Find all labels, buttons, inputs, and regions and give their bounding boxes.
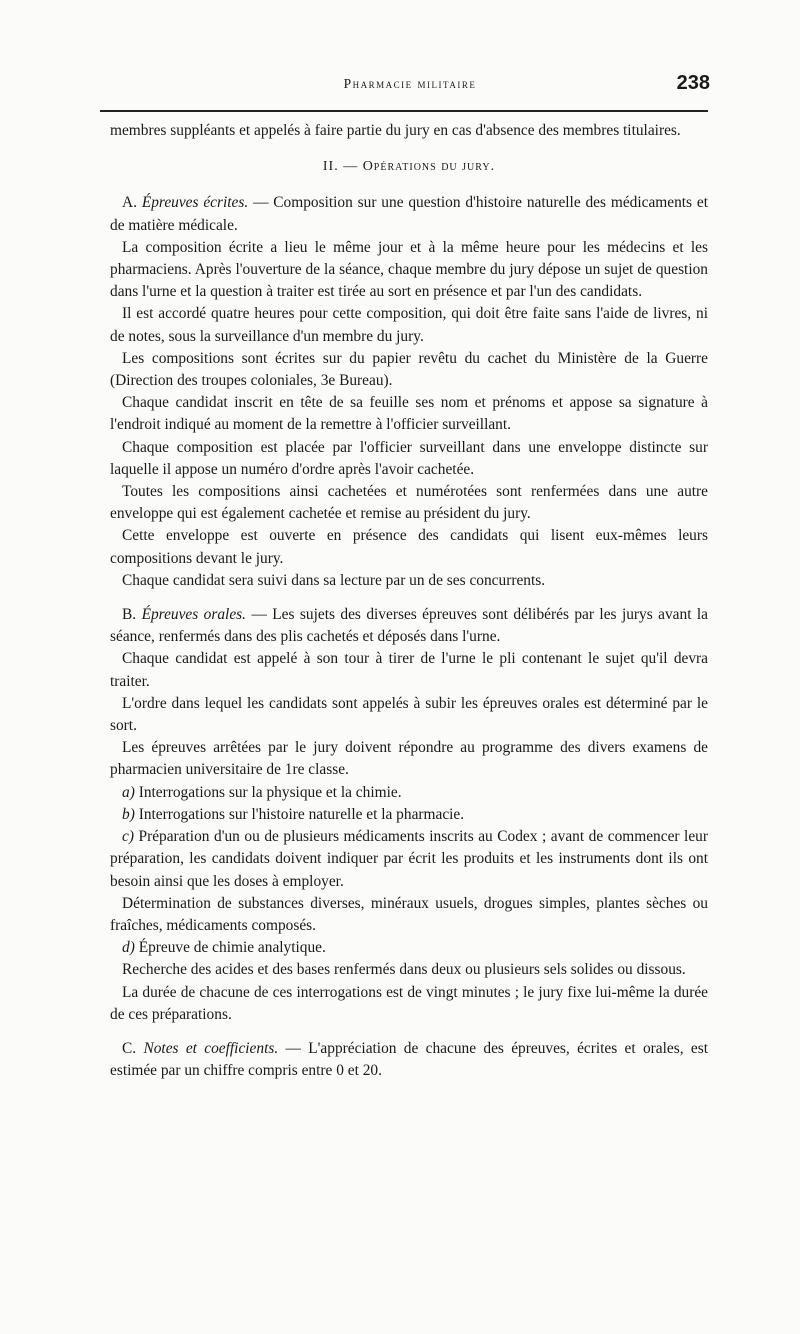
paragraph-a	[110, 192, 708, 236]
subsection-label: C.	[122, 1039, 137, 1057]
list-label: b)	[122, 805, 135, 823]
paragraph: Les épreuves arrêtées par le jury doivent répondre au programme des divers examens de pharmacien universitaire de 1re classe.	[110, 739, 708, 779]
paragraph-text: — Les sujets des diverses épreuves sont délibérés par les jurys avant la séance, renfermés dans des plis cachetés et déposés dans l'urne.	[110, 606, 709, 646]
section-heading: II. — Opérations du jury.	[322, 159, 496, 175]
list-item-text: Interrogations sur l'histoire naturelle et la pharmacie.	[138, 805, 465, 823]
list-item-text: Épreuve de chimie analytique.	[138, 939, 326, 957]
paragraph-text: — L'appréciation de chacune des épreuves, écrites et orales, est estimée par un chiffre compris entre 0 et 20.	[110, 1039, 708, 1080]
paragraph-c	[110, 1038, 708, 1082]
subsection-label: A.	[122, 194, 137, 212]
paragraph: Chaque candidat est appelé à son tour à tirer de l'urne le pli contenant le sujet qu'il devra traiter.	[110, 650, 708, 690]
list-item-text: Interrogations sur la physique et la chimie.	[138, 783, 402, 801]
paragraph: L'ordre dans lequel les candidats sont appelés à subir les épreuves orales est déterminé par le sort.	[110, 694, 708, 735]
paragraph-text: — Composition sur une question d'histoire naturelle des médicaments et de matière médicale.	[110, 194, 708, 234]
paragraph: Détermination de substances diverses, minéraux usuels, drogues simples, plantes sèches ou fraîches, médicaments composés.	[110, 894, 708, 934]
list-label: d)	[122, 939, 135, 957]
paragraph: Cette enveloppe est ouverte en présence des candidats qui lisent eux-mêmes leurs compositions devant le jury.	[110, 527, 708, 567]
body-text	[110, 120, 708, 1082]
page-number: 238	[676, 72, 710, 94]
page-header	[110, 72, 710, 102]
header-rule	[100, 110, 708, 112]
list-item-text: Préparation d'un ou de plusieurs médicaments inscrits au Codex ; avant de commencer leur préparation, les candidats doivent indiquer par écrit les produits et les instruments dont ils ont besoin ainsi que les doses à employer.	[110, 828, 708, 890]
subsection-title: Notes et coefficients.	[143, 1039, 279, 1057]
paragraph-b	[110, 604, 708, 648]
list-label: c)	[122, 828, 134, 846]
paragraph: Les compositions sont écrites sur du papier revêtu du cachet du Ministère de la Guerre (Direction des troupes coloniales, 3e Bureau).	[110, 349, 708, 390]
paragraph: Il est accordé quatre heures pour cette composition, qui doit être faite sans l'aide de livres, ni de notes, sous la surveillance d'un membre du jury.	[110, 305, 708, 345]
paragraph: Recherche des acides et des bases renfermés dans deux ou plusieurs sels solides ou dissous.	[122, 961, 686, 979]
list-label: a)	[122, 783, 135, 801]
subsection-label: B.	[122, 606, 137, 624]
paragraph: La durée de chacune de ces interrogations est de vingt minutes ; le jury fixe lui-même la durée de ces préparations.	[110, 983, 708, 1023]
paragraph: membres suppléants et appelés à faire partie du jury en cas d'absence des membres titulaires.	[110, 122, 681, 139]
subsection-title: Épreuves orales.	[141, 606, 247, 624]
paragraph: Chaque candidat inscrit en tête de sa feuille ses nom et prénoms et appose sa signature à l'endroit indiqué au moment de la remettre à l'officier surveillant.	[110, 394, 708, 434]
paragraph: Chaque composition est placée par l'officier surveillant dans une enveloppe distincte sur laquelle il appose un numéro d'ordre après l'avoir cachetée.	[110, 438, 708, 478]
list-item	[110, 782, 708, 804]
list-item	[110, 937, 708, 959]
paragraph: Toutes les compositions ainsi cachetées et numérotées sont renfermées dans une autre enveloppe qui est également cachetée et remise au président du jury.	[110, 483, 708, 523]
paragraph: Chaque candidat sera suivi dans sa lecture par un de ses concurrents.	[122, 571, 546, 589]
running-title: Pharmacie militaire	[343, 76, 477, 91]
list-item	[110, 804, 708, 826]
list-item	[110, 826, 708, 893]
subsection-title: Épreuves écrites.	[141, 194, 249, 212]
paragraph: La composition écrite a lieu le même jour et à la même heure pour les médecins et les pharmaciens. Après l'ouverture de la séance, chaque membre du jury dépose un sujet de question dans l'urne et la question à traiter est tirée au sort en présence et par l'un des candidats.	[110, 238, 708, 301]
